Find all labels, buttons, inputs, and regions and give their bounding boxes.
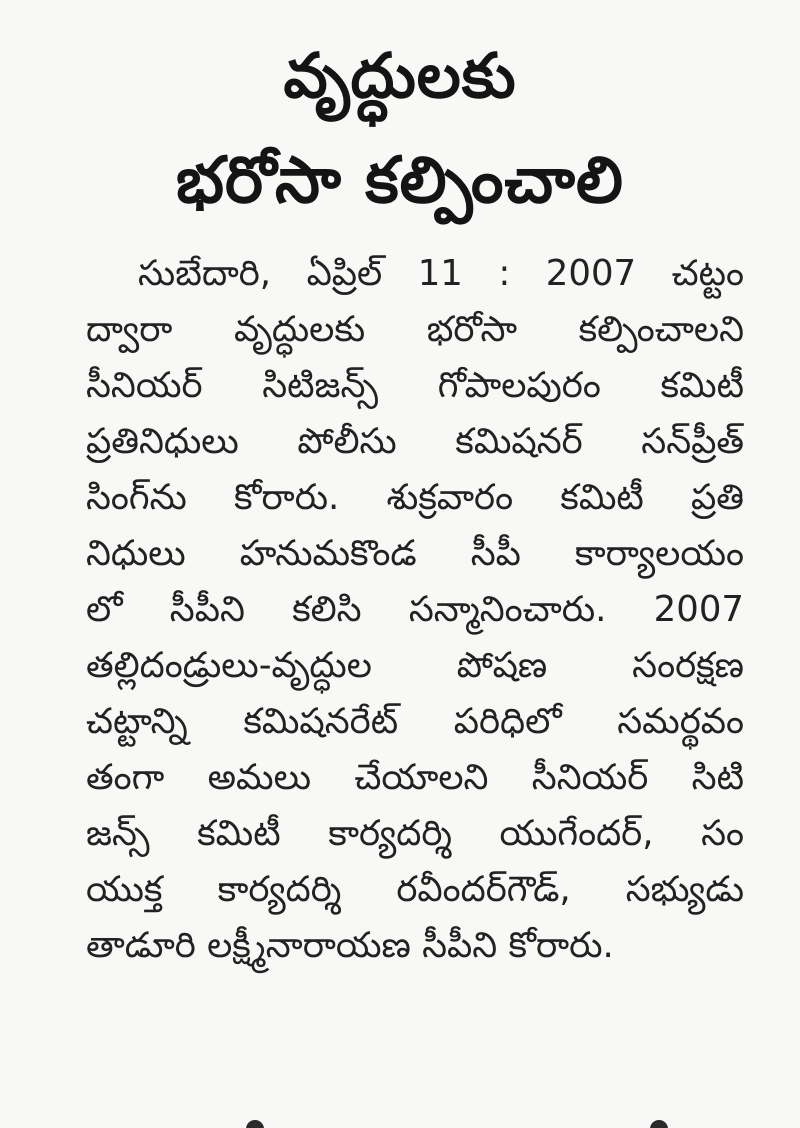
- article-line-13: తాడూరి లక్ష్మీనారాయణ సీపీని కోరారు.: [86, 925, 614, 966]
- article-line-8: తల్లిదండ్రులు-వృద్ధుల పోషణ సంరక్షణ: [86, 645, 744, 686]
- article-line-7: లో సీపీని కలిసి సన్మానించారు. 2007: [86, 589, 744, 630]
- article-line-3: సీనియర్ సిటిజన్స్ గోపాలపురం కమిటీ: [86, 365, 744, 406]
- article-line-4: ప్రతినిధులు పోలీసు కమిషనర్ సన్‌ప్రీత్: [86, 421, 744, 462]
- article-line-11: జన్స్ కమిటీ కార్యదర్శి యుగేందర్, సం: [86, 813, 744, 854]
- article-line-1: సుబేదారి, ఏప్రిల్ 11 : 2007 చట్టం: [138, 253, 744, 294]
- article-line-6: నిధులు హనుమకొండ సీపీ కార్యాలయం: [86, 533, 744, 574]
- headline-line-2: భరోసా కల్పించాలి: [176, 144, 624, 218]
- article-body: [0, 246, 800, 974]
- cropped-next-article-edge: [240, 1114, 680, 1128]
- article-line-5: సింగ్‌ను కోరారు. శుక్రవారం కమిటీ ప్రతి: [86, 477, 744, 518]
- article-line-2: ద్వారా వృద్ధులకు భరోసా కల్పించాలని: [86, 309, 744, 350]
- headline-line-1: వృద్ధులకు: [283, 39, 517, 112]
- article-line-10: తంగా అమలు చేయాలని సీనియర్ సిటి: [86, 757, 744, 798]
- article-line-12: యుక్త కార్యదర్శి రవీందర్‌గౌడ్, సభ్యుడు: [86, 869, 744, 910]
- article-line-9: చట్టాన్ని కమిషనరేట్ పరిధిలో సమర్థవం: [86, 701, 744, 742]
